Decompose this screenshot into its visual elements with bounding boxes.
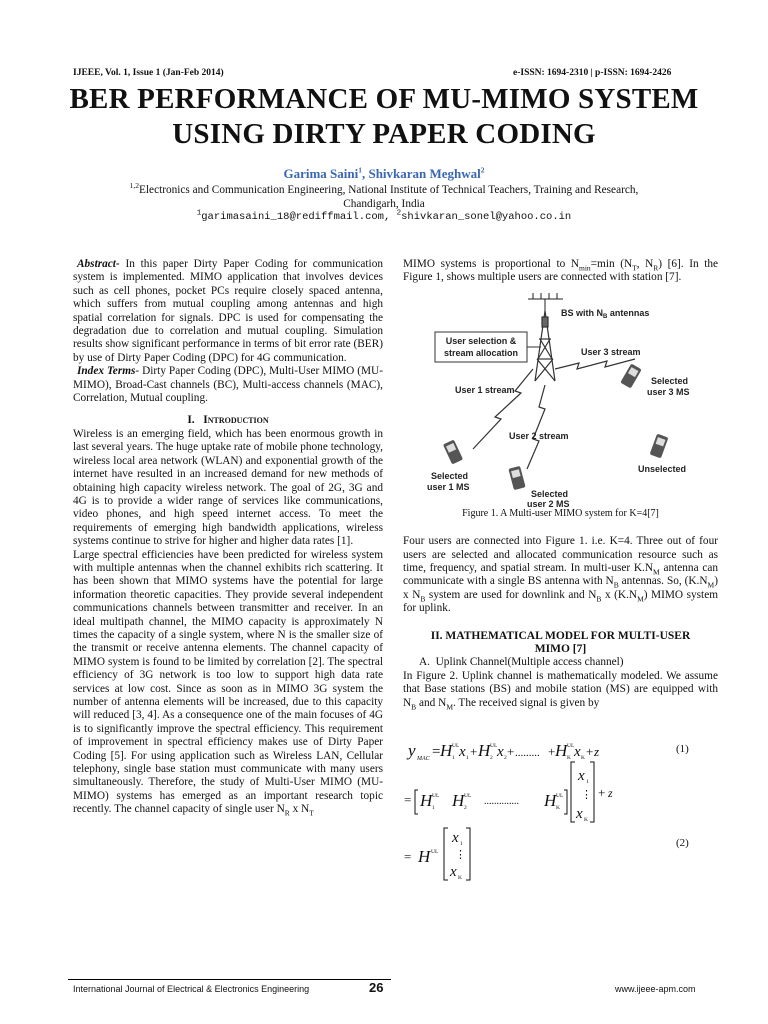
intro-sub-t: T [309, 808, 314, 818]
s2-s1: B [411, 701, 417, 711]
eq2-bracket-left [444, 828, 448, 880]
figure-1-diagram [403, 289, 718, 507]
section-1-title: Introduction [203, 414, 269, 427]
index-terms-label: Index Terms [77, 365, 136, 378]
eq2-xk: x [450, 864, 457, 880]
eq1-h2: H [478, 741, 491, 760]
email-1[interactable]: garimasaini_18@rediffmail.com, [201, 211, 397, 223]
rp2-s6: M [637, 594, 644, 604]
bs-tower-icon [535, 311, 555, 381]
eq1b-dots: .............. [484, 796, 519, 807]
right-intro-t3: , N [636, 258, 654, 270]
eq1-hk-ul: UL [567, 743, 575, 749]
user-1-stream-label: User 1 stream [455, 384, 515, 395]
footer-rule [68, 979, 391, 980]
eq1-hk-sub: K [567, 755, 571, 761]
right-intro-t4: ) [6]. In the Figure 1, shows multiple users are connected with station [7]. [403, 258, 718, 284]
page-number: 26 [369, 980, 384, 995]
bs-label: BS with $N_B$ antennas [561, 307, 650, 320]
eq1b-vector-bracket-left [571, 762, 575, 822]
eq2-x1: x [452, 830, 459, 846]
rp2-t3: antennas. So, (K.N [618, 575, 708, 588]
eq1b-bracket-right [564, 790, 567, 814]
eq2-xk-sub: K [458, 875, 462, 881]
eq1-h2-ul: UL [490, 743, 498, 749]
phone-unselected-icon [650, 433, 669, 458]
abstract-label: Abstract- [77, 258, 120, 270]
eq1-number: (1) [676, 743, 689, 755]
email-2[interactable]: shivkaran_sonel@yahoo.co.in [401, 211, 572, 223]
index-terms [73, 365, 383, 405]
eq1b-equals: = [404, 792, 412, 807]
figure-1 [403, 289, 718, 507]
eq1b-plus: + [598, 785, 606, 800]
title-line-1: BER PERFORMANCE OF MU-MIMO SYSTEM [69, 83, 699, 115]
intro-paragraph-2 [73, 549, 383, 817]
eq2-x1-sub: 1 [460, 841, 463, 847]
eq1-h1: H [440, 741, 453, 760]
eq2-vdots: ⋮ [455, 849, 466, 861]
eq2-h-ul: UL [431, 849, 439, 855]
author-2-sup: 2 [480, 165, 485, 175]
selection-box-line-1: User selection & [445, 335, 517, 346]
issn-header: e-ISSN: 1694-2310 | p-ISSN: 1694-2426 [513, 68, 672, 78]
affil-line-2: Chandigarh, India [343, 197, 425, 210]
eq1-h2-sub: 2 [490, 755, 493, 761]
affil-line-1: Electronics and Communication Engineering, National Institute of Technical Teachers, Training and Research, [139, 184, 639, 196]
email-1-sup: 1 [196, 209, 202, 218]
intro-paragraph-2-mid: x N [289, 803, 310, 816]
intro-sub-r: R [284, 808, 290, 818]
right-intro-sub2: T [632, 263, 637, 273]
rp2-s3: M [707, 580, 715, 590]
rp2-s5: B [596, 594, 602, 604]
eq1-x2: x [497, 744, 504, 760]
index-terms-text: - Dirty Paper Coding (DPC), Multi-User MIMO (MU-MIMO), Broad-Cast channels (BC), Multi-access channels (MAC), Correlation, Mutual coupling. [73, 365, 383, 405]
equations-block [400, 734, 720, 884]
eq1b-hk: H [544, 791, 557, 810]
eq2-equals: = [404, 849, 412, 864]
user-3-stream-bolt [555, 359, 635, 369]
selected-user-2-line-1: Selected [531, 488, 569, 499]
eq1b-vec-x1-sub: 1 [586, 779, 589, 785]
eq1b-vec-xk: x [576, 806, 583, 822]
rp2-t2: antenna can communicate with a single BS antenna with N [403, 562, 718, 588]
selected-user-3-line-1: Selected [651, 375, 689, 386]
right-intro-t2: =min (N [590, 258, 633, 270]
eq1b-h1: H [420, 791, 433, 810]
right-column [403, 258, 718, 710]
abstract-text: In this paper Dirty Paper Coding for communication system is implemented. MIMO application that involves devices such as cell phones, pocket PCs require closely spaced antenna, which suffers from mutual coupling among antennas and high spatial correlation for signals. DPC is used for compensating the degradation due to correlation and mutual coupling. Simulation results show significant performance in terms of bit error rate (BER) by use of Dirty Paper Coding (DPC) for 4G communication. [73, 258, 383, 364]
selection-box-line-2: stream allocation [443, 347, 519, 358]
phone-user-2-icon [508, 466, 525, 490]
selected-user-3-line-2: user 3 MS [647, 386, 690, 397]
footer-url[interactable]: www.ijeee-apm.com [615, 984, 696, 994]
journal-header: IJEEE, Vol. 1, Issue 1 (Jan-Feb 2014) [73, 68, 224, 78]
section-2-paragraph [403, 670, 718, 710]
eq1-xk: x [574, 744, 581, 760]
affiliation [100, 181, 668, 211]
right-paragraph-2 [403, 535, 718, 615]
right-intro-paragraph [403, 258, 718, 285]
eq1b-vec-vdots: ⋮ [581, 789, 592, 801]
s2-t3: . The received signal is given by [452, 696, 600, 709]
section-2-title-line-2: MIMO [7] [534, 643, 587, 656]
eq1-equals: = [432, 744, 441, 760]
eq1-x1-sub: 1 [466, 755, 469, 761]
s2-s2: M [446, 701, 453, 711]
eq1b-h2-ul: UL [464, 793, 472, 799]
figure-1-caption: Figure 1. A Multi-user MIMO system for K=4[7] [462, 507, 659, 519]
email-2-sup: 2 [396, 209, 402, 218]
right-intro-t1: MIMO systems is proportional to N [403, 258, 579, 270]
rp2-t1: Four users are connected into Figure 1. i.e. K=4. Three out of four users are selected and allocated communication resource such as time, frequency, and spatial stream. In multi-user K.N [403, 535, 718, 575]
selected-user-1-line-2: user 1 MS [427, 481, 470, 492]
eq1b-bracket-left [415, 790, 418, 814]
eq1-y: y [408, 741, 416, 760]
user-2-stream-label: User 2 stream [509, 430, 569, 441]
eq1b-z: z [608, 786, 613, 800]
eq1-plus-1: + [470, 744, 478, 759]
eq1b-hk-sub: K [556, 805, 560, 811]
right-intro-sub1: min [579, 263, 591, 273]
selected-user-2-line-2: user 2 MS [527, 498, 570, 507]
rp2-t6: x (K.N [601, 588, 638, 601]
subsection-a-heading: A. Uplink Channel(Multiple access channel) [419, 656, 624, 669]
title-line-2: USING DIRTY PAPER CODING [172, 118, 596, 150]
author-2: Shivkaran Meghwal [368, 166, 481, 181]
eq1b-vec-xk-sub: K [584, 817, 588, 823]
eq1b-h1-sub: 1 [432, 805, 435, 811]
emails [0, 211, 768, 223]
eq1-plus-4: + [586, 744, 594, 759]
eq2-bracket-right [466, 828, 470, 880]
author-separator: , [361, 166, 369, 181]
eq2-number: (2) [676, 837, 689, 849]
eq2-h: H [418, 847, 431, 866]
unselected-label: Unselected [638, 463, 687, 474]
s2-t1: In Figure 2. Uplink channel is mathematically modeled. We assume that Base stations (BS) and mobile station (MS) are equipped with N [403, 669, 718, 709]
affil-sup: 1,2 [129, 181, 140, 191]
phone-user-3-icon [620, 363, 641, 388]
eq1-x2-sub: 2 [504, 755, 507, 761]
eq1-hk: H [555, 741, 568, 760]
left-column [73, 258, 383, 817]
abstract [73, 258, 383, 365]
section-1-heading [73, 414, 383, 427]
eq1b-h2-sub: 2 [464, 805, 467, 811]
author-1-sup: 1 [358, 165, 362, 175]
eq1-xk-sub: K [581, 755, 585, 761]
section-1-num: I. [187, 414, 195, 427]
user-3-stream-label: User 3 stream [581, 346, 641, 357]
footer-journal: International Journal of Electrical & Electronics Engineering [73, 984, 310, 994]
eq1b-h2: H [452, 791, 465, 810]
rp2-t4: ) x N [403, 575, 718, 601]
user-2-stream-bolt [527, 385, 545, 469]
eq1b-h1-ul: UL [432, 793, 440, 799]
right-intro-sub3: R [653, 263, 659, 273]
rp2-t5: system are used for downlink and N [425, 588, 597, 601]
s2-t2: and N [416, 696, 447, 709]
eq1-z: z [594, 744, 600, 759]
intro-paragraph-2-text: Large spectral efficiencies have been predicted for wireless system with multiple antennas when the channel exhibits rich scattering. It has been shown that MIMO systems have the potential for large information theoretic capacities. They provide several independent communications channels between transmitter and receiver. In an ideal multipath channel, the MIMO capacity is approximately N times the capacity of a single system, where N is the smaller size of the transmit or receive antenna elements. The channel capacity of MIMO system is found to be limited by correlation [2]. The spectral efficiency of 3G network is too low to support high data rate services at low cost. Since as soon as in MIMO 3G system the number of antenna elements will be increased, due to this capacity will reduced [3, 4]. As a consequence one of the main focuses of 4G is to significantly improve the spectral efficiency. This requirement of improvement in spectral efficiency makes use of Dirty Paper Coding [5]. For using application such as Wireless LAN, Cellular telephony, single base station must communicate with many users simultaneously. Therefore, the study of Multi-User MIMO (MU-MIMO) systems has emerged as an important research topic recently. The channel capacity of single user N [73, 548, 383, 816]
eq1-x1: x [459, 744, 466, 760]
eq1b-hk-ul: UL [556, 793, 564, 799]
eq1-plus-2: + [507, 744, 515, 759]
eq1b-vec-x1: x [578, 768, 585, 784]
author-1: Garima Saini [283, 166, 359, 181]
paper-title [40, 82, 728, 152]
eq1-h1-sub: 1 [452, 755, 455, 761]
section-2-heading [403, 630, 718, 657]
authors [0, 166, 768, 182]
eq1-dots: ......... [515, 747, 540, 759]
phone-user-1-icon [443, 439, 463, 464]
eq1-plus-3: + [548, 744, 556, 759]
eq1-h1-ul: UL [452, 743, 460, 749]
bs-antenna-array [528, 293, 563, 311]
rp2-s2: B [613, 580, 619, 590]
rp2-s4: B [420, 594, 426, 604]
section-2-title-line-1: II. MATHEMATICAL MODEL FOR MULTI-USER [430, 629, 691, 642]
selected-user-1-line-1: Selected [431, 470, 469, 481]
rp2-s1: M [653, 567, 660, 577]
rp2-t7: ) MIMO system for uplink. [403, 588, 718, 615]
eq1-y-sub: MAC [417, 756, 430, 762]
intro-paragraph-1: Wireless is an emerging field, which has been enormous growth in last several years. The huge uptake rate of mobile phone technology, wireless local area network (WLAN) and exponential growth of the internet have resulted in an increased demand for new methods of obtaining high capacity wireless network. The goal of 2G, 3G and 4G is to provide a wider range of services like communications, video phones, and high speed internet access. To meet the requirements of emerging high bandwidth applications, wireless systems continue to strive for higher and higher data rates [1]. [73, 427, 383, 548]
